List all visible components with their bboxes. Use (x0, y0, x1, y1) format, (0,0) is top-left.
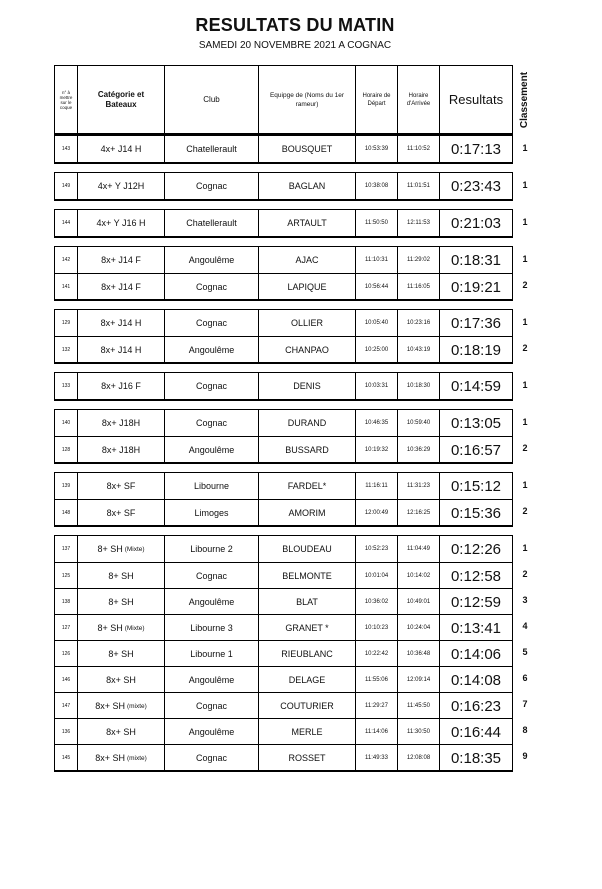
category-group (54, 409, 513, 464)
result-time: 0:15:36 (439, 500, 512, 526)
category-label: 8x+ SH (106, 727, 136, 737)
finish-time: 11:16:05 (397, 274, 439, 300)
boat-number: 147 (61, 703, 71, 709)
finish-time: 12:08:08 (397, 745, 439, 771)
category-label: 8x+ J14 H (100, 345, 142, 355)
crew-name: GRANET * (258, 615, 355, 641)
category-label: 8+ SH (108, 649, 134, 659)
result-time: 0:12:26 (439, 536, 512, 562)
category-note: (mixte) (126, 754, 147, 762)
finish-time: 11:04:49 (397, 536, 439, 562)
table-row (55, 436, 512, 463)
club: Angoulême (164, 337, 258, 363)
result-time: 0:18:31 (439, 247, 512, 273)
category-label: 8x+ SF (106, 481, 136, 491)
table-row (55, 499, 512, 526)
boat-number: 148 (61, 510, 71, 516)
boat-number: 139 (61, 483, 71, 489)
boat-number: 143 (61, 146, 71, 152)
category (77, 210, 164, 236)
category (77, 719, 164, 745)
table-row (55, 336, 512, 363)
start-time: 10:25:00 (355, 337, 397, 363)
start-time: 12:00:49 (355, 500, 397, 526)
club: Chatellerault (164, 136, 258, 162)
category (77, 247, 164, 273)
start-time: 10:46:35 (355, 410, 397, 436)
result-time: 0:14:59 (439, 373, 512, 399)
table-header (54, 65, 513, 135)
category-group (54, 372, 513, 401)
rank-value: 1 (522, 180, 528, 190)
rank-value: 7 (522, 699, 528, 709)
category-group (54, 172, 513, 201)
header-start: Horaire de Départ (355, 66, 397, 133)
result-time: 0:14:06 (439, 641, 512, 667)
category-note: (Mixte) (124, 624, 145, 632)
club: Angoulême (164, 247, 258, 273)
finish-time: 11:10:52 (397, 136, 439, 162)
category-label: 8+ SH (108, 571, 134, 581)
rank-value: 1 (522, 380, 528, 390)
table-row (55, 666, 512, 693)
table-row (55, 692, 512, 719)
result-time: 0:14:08 (439, 667, 512, 693)
result-time: 0:16:57 (439, 437, 512, 463)
finish-time: 10:59:40 (397, 410, 439, 436)
rank-value: 4 (522, 621, 528, 631)
start-time: 10:10:23 (355, 615, 397, 641)
boat-number: 145 (61, 755, 71, 761)
crew-name: DELAGE (258, 667, 355, 693)
table-row (55, 614, 512, 641)
club: Cognac (164, 173, 258, 199)
page-title: RESULTATS DU MATIN (195, 15, 395, 35)
finish-time: 11:45:50 (397, 693, 439, 719)
boat-number: 127 (61, 625, 71, 631)
category (77, 173, 164, 199)
rank-value: 2 (522, 506, 528, 516)
category (77, 641, 164, 667)
header-category: Catégorie et Bateaux (77, 66, 164, 133)
club: Chatellerault (164, 210, 258, 236)
start-time: 11:16:11 (355, 473, 397, 499)
crew-name: COUTURIER (258, 693, 355, 719)
category (77, 437, 164, 463)
start-time: 10:01:04 (355, 563, 397, 589)
crew-name: BUSSARD (258, 437, 355, 463)
result-time: 0:21:03 (439, 210, 512, 236)
crew-name: CHANPAO (258, 337, 355, 363)
category-label: 8x+ SH (95, 701, 125, 711)
boat-number: 142 (61, 257, 71, 263)
header-rank: Classement (519, 71, 530, 129)
category (77, 473, 164, 499)
club: Angoulême (164, 437, 258, 463)
crew-name: ROSSET (258, 745, 355, 771)
crew-name: ARTAULT (258, 210, 355, 236)
table-row (55, 718, 512, 745)
start-time: 10:03:31 (355, 373, 397, 399)
rank-value: 2 (522, 280, 528, 290)
result-time: 0:17:13 (439, 136, 512, 162)
boat-number: 140 (61, 420, 71, 426)
finish-time: 10:36:48 (397, 641, 439, 667)
club: Cognac (164, 745, 258, 771)
crew-name: MERLE (258, 719, 355, 745)
start-time: 10:52:23 (355, 536, 397, 562)
finish-time: 10:23:16 (397, 310, 439, 336)
boat-number: 149 (61, 183, 71, 189)
club: Cognac (164, 274, 258, 300)
category-label: 8x+ J16 F (101, 381, 141, 391)
result-time: 0:19:21 (439, 274, 512, 300)
start-time: 10:05:40 (355, 310, 397, 336)
table-row (55, 410, 512, 436)
finish-time: 12:16:25 (397, 500, 439, 526)
crew-name: AJAC (258, 247, 355, 273)
header-result: Resultats (439, 66, 512, 133)
crew-name: BLOUDEAU (258, 536, 355, 562)
category-label: 8x+ J18H (101, 445, 141, 455)
club: Cognac (164, 563, 258, 589)
finish-time: 11:30:50 (397, 719, 439, 745)
rank-value: 2 (522, 443, 528, 453)
result-time: 0:16:44 (439, 719, 512, 745)
crew-name: OLLIER (258, 310, 355, 336)
table-row (55, 173, 512, 199)
club: Libourne 1 (164, 641, 258, 667)
boat-number: 136 (61, 729, 71, 735)
category-label: 8x+ SF (106, 508, 136, 518)
club: Cognac (164, 410, 258, 436)
category-note: (Mixte) (124, 545, 145, 553)
rank-value: 1 (522, 417, 528, 427)
boat-number: 133 (61, 383, 71, 389)
category (77, 337, 164, 363)
table-row (55, 210, 512, 236)
category-label: 8+ SH (97, 544, 123, 554)
category-group (54, 535, 513, 772)
rank-value: 5 (522, 647, 528, 657)
table-row (55, 588, 512, 615)
start-time: 10:36:02 (355, 589, 397, 615)
crew-name: BLAT (258, 589, 355, 615)
table-row (55, 247, 512, 273)
category-label: 4x+ Y J16 H (96, 218, 146, 228)
boat-number: 128 (61, 447, 71, 453)
finish-time: 10:14:02 (397, 563, 439, 589)
start-time: 11:29:27 (355, 693, 397, 719)
category-label: 4x+ Y J12H (97, 181, 145, 191)
rank-value: 6 (522, 673, 528, 683)
rank-value: 9 (522, 751, 528, 761)
boat-number: 141 (61, 284, 71, 290)
crew-name: BOUSQUET (258, 136, 355, 162)
category (77, 274, 164, 300)
rank-value: 8 (522, 725, 528, 735)
table-row (55, 136, 512, 162)
table-row (55, 273, 512, 300)
club: Angoulême (164, 667, 258, 693)
rank-value: 1 (522, 543, 528, 553)
header-crew: Equipge de (Noms du 1er rameur) (258, 66, 355, 133)
club: Libourne (164, 473, 258, 499)
crew-name: FARDEL* (258, 473, 355, 499)
category-group (54, 209, 513, 238)
crew-name: LAPIQUE (258, 274, 355, 300)
result-time: 0:13:05 (439, 410, 512, 436)
crew-name: BELMONTE (258, 563, 355, 589)
table-row (55, 536, 512, 562)
rank-value: 1 (522, 317, 528, 327)
category-label: 8x+ J14 F (101, 255, 141, 265)
boat-number: 129 (61, 320, 71, 326)
finish-time: 10:43:19 (397, 337, 439, 363)
rank-value: 1 (522, 254, 528, 264)
result-time: 0:13:41 (439, 615, 512, 641)
category (77, 410, 164, 436)
category (77, 667, 164, 693)
club: Angoulême (164, 589, 258, 615)
category (77, 745, 164, 771)
start-time: 10:53:39 (355, 136, 397, 162)
table-row (55, 744, 512, 771)
boat-number: 144 (61, 220, 71, 226)
start-time: 10:19:32 (355, 437, 397, 463)
crew-name: BAGLAN (258, 173, 355, 199)
result-time: 0:18:19 (439, 337, 512, 363)
result-time: 0:18:35 (439, 745, 512, 771)
club: Libourne 2 (164, 536, 258, 562)
header-number: n° à mettre sur le coque (59, 89, 73, 110)
boat-number: 138 (61, 599, 71, 605)
club: Limoges (164, 500, 258, 526)
category (77, 536, 164, 562)
category-label: 8x+ J14 F (101, 282, 141, 292)
category-label: 8x+ SH (95, 753, 125, 763)
rank-value: 1 (522, 143, 528, 153)
category-label: 8x+ J14 H (100, 318, 142, 328)
rank-value: 2 (522, 569, 528, 579)
table-row (55, 640, 512, 667)
finish-time: 10:18:30 (397, 373, 439, 399)
boat-number: 137 (61, 546, 71, 552)
finish-time: 10:49:01 (397, 589, 439, 615)
rank-value: 2 (522, 343, 528, 353)
result-time: 0:15:12 (439, 473, 512, 499)
category-label: 4x+ J14 H (100, 144, 142, 154)
category-group (54, 135, 513, 164)
category-note: (mixte) (126, 702, 147, 710)
finish-time: 11:01:51 (397, 173, 439, 199)
start-time: 11:14:06 (355, 719, 397, 745)
crew-name: RIEUBLANC (258, 641, 355, 667)
category-label: 8x+ SH (106, 675, 136, 685)
finish-time: 10:36:29 (397, 437, 439, 463)
category (77, 563, 164, 589)
club: Cognac (164, 373, 258, 399)
result-time: 0:23:43 (439, 173, 512, 199)
result-time: 0:16:23 (439, 693, 512, 719)
boat-number: 132 (61, 347, 71, 353)
start-time: 10:38:08 (355, 173, 397, 199)
table-row (55, 310, 512, 336)
page-subtitle: SAMEDI 20 NOVEMBRE 2021 A COGNAC (198, 40, 392, 51)
finish-time: 10:24:04 (397, 615, 439, 641)
category (77, 136, 164, 162)
category-group (54, 246, 513, 301)
boat-number: 125 (61, 573, 71, 579)
header-finish: Horaire d'Arrivée (397, 66, 439, 133)
category-label: 8x+ J18H (101, 418, 141, 428)
category (77, 310, 164, 336)
start-time: 11:55:06 (355, 667, 397, 693)
category (77, 373, 164, 399)
finish-time: 11:29:02 (397, 247, 439, 273)
finish-time: 12:09:14 (397, 667, 439, 693)
table-row (55, 562, 512, 589)
header-club: Club (164, 66, 258, 133)
category-label: 8+ SH (97, 623, 123, 633)
finish-time: 11:31:23 (397, 473, 439, 499)
category-label: 8+ SH (108, 597, 134, 607)
start-time: 10:56:44 (355, 274, 397, 300)
table-row (55, 473, 512, 499)
table-row (55, 373, 512, 399)
start-time: 11:50:50 (355, 210, 397, 236)
rank-value: 1 (522, 217, 528, 227)
crew-name: DURAND (258, 410, 355, 436)
crew-name: DENIS (258, 373, 355, 399)
finish-time: 12:11:53 (397, 210, 439, 236)
rank-value: 1 (522, 480, 528, 490)
category (77, 615, 164, 641)
results-table (54, 65, 513, 775)
result-time: 0:12:59 (439, 589, 512, 615)
club: Cognac (164, 310, 258, 336)
boat-number: 146 (61, 677, 71, 683)
category (77, 500, 164, 526)
club: Libourne 3 (164, 615, 258, 641)
category-group (54, 472, 513, 527)
club: Cognac (164, 693, 258, 719)
category (77, 589, 164, 615)
result-time: 0:12:58 (439, 563, 512, 589)
category-group (54, 309, 513, 364)
result-time: 0:17:36 (439, 310, 512, 336)
start-time: 11:49:33 (355, 745, 397, 771)
start-time: 10:22:42 (355, 641, 397, 667)
category (77, 693, 164, 719)
boat-number: 126 (61, 651, 71, 657)
crew-name: AMORIM (258, 500, 355, 526)
rank-value: 3 (522, 595, 528, 605)
start-time: 11:10:31 (355, 247, 397, 273)
club: Angoulême (164, 719, 258, 745)
